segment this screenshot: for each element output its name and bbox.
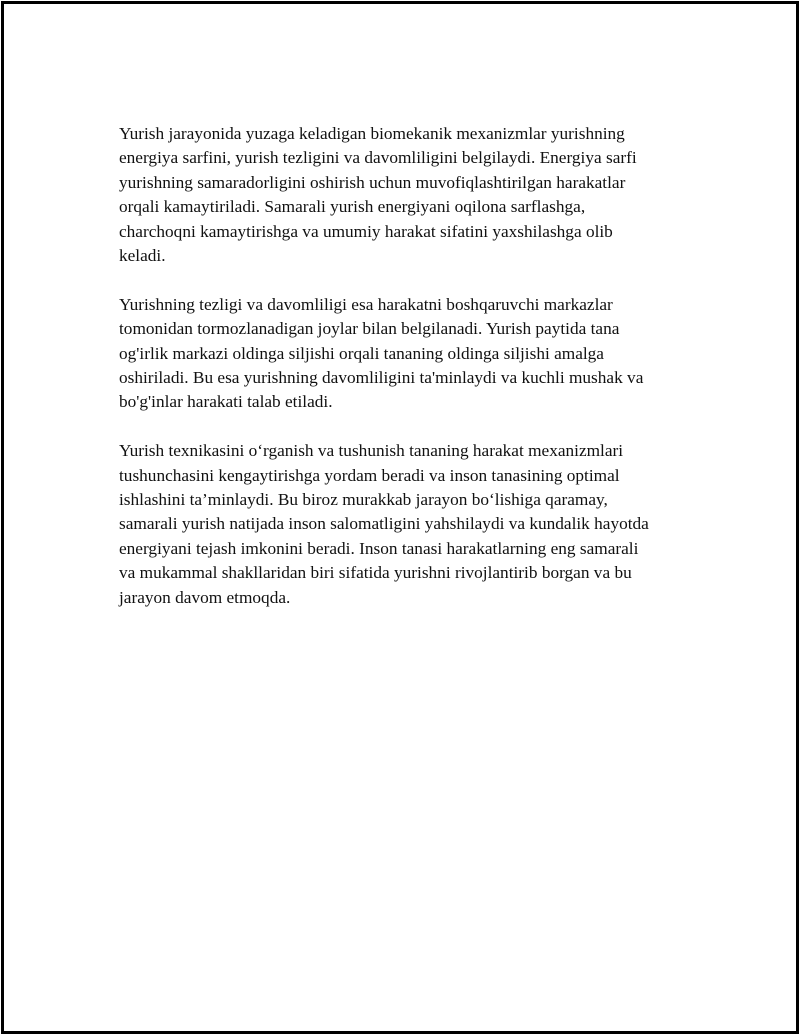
- paragraph: [119, 439, 699, 610]
- text-line: tushunchasini kengaytirishga yordam beradi va inson tanasining optimal: [119, 465, 620, 485]
- text-line: jarayon davom etmoqda.: [119, 587, 291, 607]
- text-line: keladi.: [119, 246, 166, 266]
- text-line: va mukammal shakllaridan biri sifatida yurishni rivojlantirib borgan va bu: [119, 563, 632, 583]
- document-body: [119, 122, 699, 634]
- text-line: tomonidan tormozlanadigan joylar bilan belgilanadi. Yurish paytida tana: [119, 319, 620, 339]
- text-line: charchoqni kamaytirishga va umumiy harakat sifatini yaxshilashga olib: [119, 221, 613, 241]
- paragraph: [119, 122, 699, 268]
- text-line: Yurish jarayonida yuzaga keladigan biomekanik mexanizmlar yurishning: [119, 124, 625, 143]
- text-line: yurishning samaradorligini oshirish uchun muvofiqlashtirilgan harakatlar: [119, 172, 626, 192]
- text-line: bo'g'inlar harakati talab etiladi.: [119, 392, 333, 412]
- text-line: ishlashini ta’minlaydi. Bu biroz murakkab jarayon bo‘lishiga qaramay,: [119, 490, 608, 510]
- text-line: energiyani tejash imkonini beradi. Inson tanasi harakatlarning eng samarali: [119, 538, 639, 558]
- document-page: [1, 1, 799, 1034]
- text-line: orqali kamaytiriladi. Samarali yurish energiyani oqilona sarflashga,: [119, 197, 586, 217]
- text-line: Yurishning tezligi va davomliligi esa harakatni boshqaruvchi markazlar: [119, 294, 613, 314]
- text-line: Yurish texnikasini o‘rganish va tushunish tananing harakat mexanizmlari: [119, 441, 624, 461]
- text-line: energiya sarfini, yurish tezligini va davomliligini belgilaydi. Energiya sarfi: [119, 148, 637, 168]
- text-line: samarali yurish natijada inson salomatligini yahshilaydi va kundalik hayotda: [119, 514, 649, 534]
- paragraph: [119, 293, 699, 415]
- text-line: og'irlik markazi oldinga siljishi orqali tananing oldinga siljishi amalga: [119, 343, 604, 363]
- text-line: oshiriladi. Bu esa yurishning davomliligini ta'minlaydi va kuchli mushak va: [119, 368, 644, 388]
